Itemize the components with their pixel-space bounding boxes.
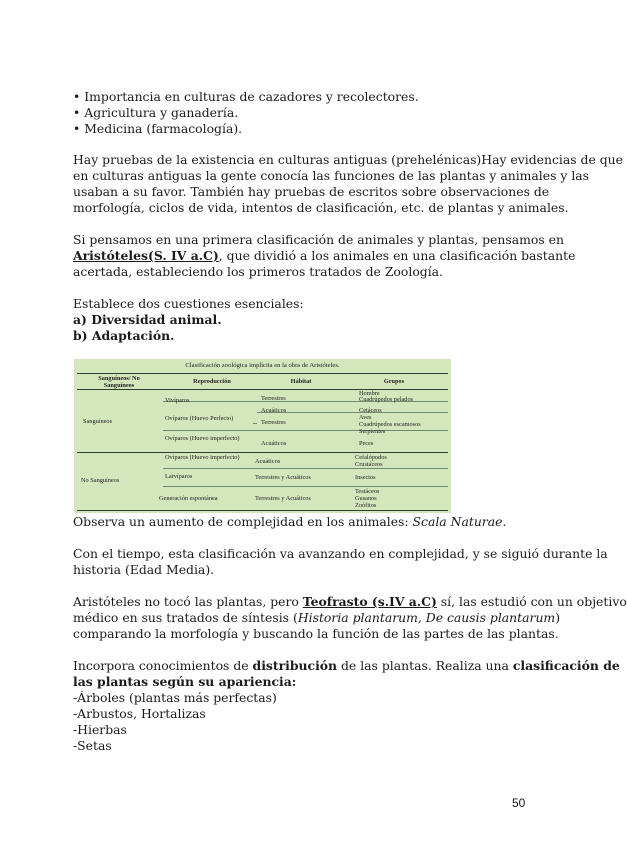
bold-term: distribución <box>252 658 338 673</box>
table-cell: Terrestres <box>261 419 286 426</box>
table-cell: Serpientes <box>359 428 386 435</box>
list-item: -Arbustos, Hortalizas <box>73 706 206 721</box>
page-number: 50 <box>512 796 526 810</box>
table-cell: Cefalópodos <box>355 454 387 461</box>
list-item: -Hierbas <box>73 722 127 737</box>
text-span: de las plantas. Realiza una <box>337 658 513 673</box>
paragraph-scala-naturae <box>73 514 543 530</box>
paragraph-teofrasto <box>73 594 627 642</box>
table-cell: Peces <box>359 440 374 447</box>
text-line: morfología, ciclos de vida, intentos de clasificación, etc. de plantas y animales. <box>73 200 569 215</box>
text-span: , que dividió a los animales en una clasificación bastante <box>218 248 576 263</box>
table-cell: Testáceos <box>355 488 380 495</box>
teofrasto-link[interactable]: Teofrasto (s.IV a.C) <box>302 594 437 609</box>
text-span: ) <box>555 610 561 625</box>
text-line <box>73 514 543 530</box>
text-line: las plantas según su apariencia: <box>73 674 297 689</box>
table-cell: Zoófitos <box>355 502 377 509</box>
list-item: -Árboles (plantas más perfectas) <box>73 690 277 705</box>
text-line: Hay pruebas de la existencia en culturas antiguas (prehelénicas)Hay evidencias de que <box>73 152 623 167</box>
bold-term: clasificación de <box>512 658 620 673</box>
question-a: a) Diversidad animal. <box>73 312 222 327</box>
text-line: en culturas antiguas la gente conocía las funciones de las plantas y animales y las <box>73 168 590 183</box>
paragraph-questions <box>73 296 543 344</box>
table-cell: Cuadrúpedos escamosos <box>359 421 421 428</box>
table-cell: Crustáceos <box>355 461 383 468</box>
table-cell: Ovíparos (Huevo Perfecto) <box>165 415 234 422</box>
table-caption: Clasificación zoológica implícita en la obra de Aristóteles. <box>185 362 340 369</box>
text-line <box>73 610 561 626</box>
table-cell: Hombre <box>359 390 380 397</box>
table-cell: Acuáticos <box>261 440 287 447</box>
header-sanguineos: Sanguíneos/ No Sanguíneos <box>98 375 140 389</box>
table-cell: Aves <box>359 414 372 421</box>
table-cell: Ovíparos (Huevo imperfecto) <box>165 454 240 461</box>
table-cell: Gusanos <box>355 495 377 502</box>
scala-naturae-term: Scala Naturae. <box>412 514 507 529</box>
text-line: historia (Edad Media). <box>73 562 215 577</box>
table-cell: Cetáceos <box>359 407 382 414</box>
bullet-list <box>73 89 543 137</box>
text-span: sí, las estudió con un objetivo <box>436 594 627 609</box>
treatise-titles: Historia plantarum, De causis plantarum <box>297 610 556 625</box>
table-cell: Insectos <box>355 474 376 481</box>
bullet-item: • Medicina (farmacología). <box>73 121 243 136</box>
aristotle-link[interactable]: Aristóteles(S. IV a.C) <box>73 248 219 263</box>
text-line <box>73 658 620 674</box>
text-line <box>73 594 627 610</box>
text-line <box>73 248 576 264</box>
text-span: médico en sus tratados de síntesis ( <box>73 610 298 625</box>
header-grupos: Grupos <box>383 378 405 385</box>
aristotle-classification-table <box>74 359 451 513</box>
table-cell: Terrestres y Acuáticos <box>255 474 311 481</box>
paragraph-plant-classification <box>73 658 620 754</box>
question-b: b) Adaptación. <box>73 328 175 343</box>
table-cell: Acuáticos <box>255 458 281 465</box>
bullet-item: • Importancia en culturas de cazadores y recolectores. <box>73 89 419 104</box>
table-cell: Larvíparos <box>165 473 193 480</box>
paragraph-aristotle <box>73 232 576 280</box>
table-cell: No Sanguíneos <box>81 477 120 484</box>
paragraph-prehellenic <box>73 152 623 216</box>
header-reproduccion: Reproducción <box>193 378 231 385</box>
text-line: Establece dos cuestiones esenciales: <box>73 296 304 311</box>
table-cell: Generación espontánea <box>159 495 218 502</box>
table-cell: Ovíparos (Huevo imperfecto) <box>165 435 240 442</box>
table-cell: Acuáticos <box>261 407 287 414</box>
text-line: Con el tiempo, esta clasificación va avanzando en complejidad, y se siguió durante la <box>73 546 608 561</box>
text-span: Observa un aumento de complejidad en los animales: <box>73 514 413 529</box>
table-cell: Terrestres y Acuáticos <box>255 495 311 502</box>
table-cell: Vivíparos <box>165 397 190 404</box>
list-item: -Setas <box>73 738 112 753</box>
table-cell: Cuadrúpedos pelados <box>359 396 414 403</box>
text-span: Incorpora conocimientos de <box>73 658 253 673</box>
header-habitat: Hábitat <box>290 378 312 385</box>
table-cell: Sanguíneos <box>83 418 113 425</box>
text-line: Si pensamos en una primera clasificación de animales y plantas, pensamos en <box>73 232 564 247</box>
text-line: comparando la morfología y buscando la función de las partes de las plantas. <box>73 626 559 641</box>
table-cell: Terrestres <box>261 395 286 402</box>
text-line: usaban a su favor. También hay pruebas de escritos sobre observaciones de <box>73 184 550 199</box>
bullet-item: • Agricultura y ganadería. <box>73 105 239 120</box>
paragraph-middle-ages <box>73 546 608 578</box>
text-line: acertada, estableciendo los primeros tratados de Zoología. <box>73 264 443 279</box>
text-span: Aristóteles no tocó las plantas, pero <box>73 594 303 609</box>
